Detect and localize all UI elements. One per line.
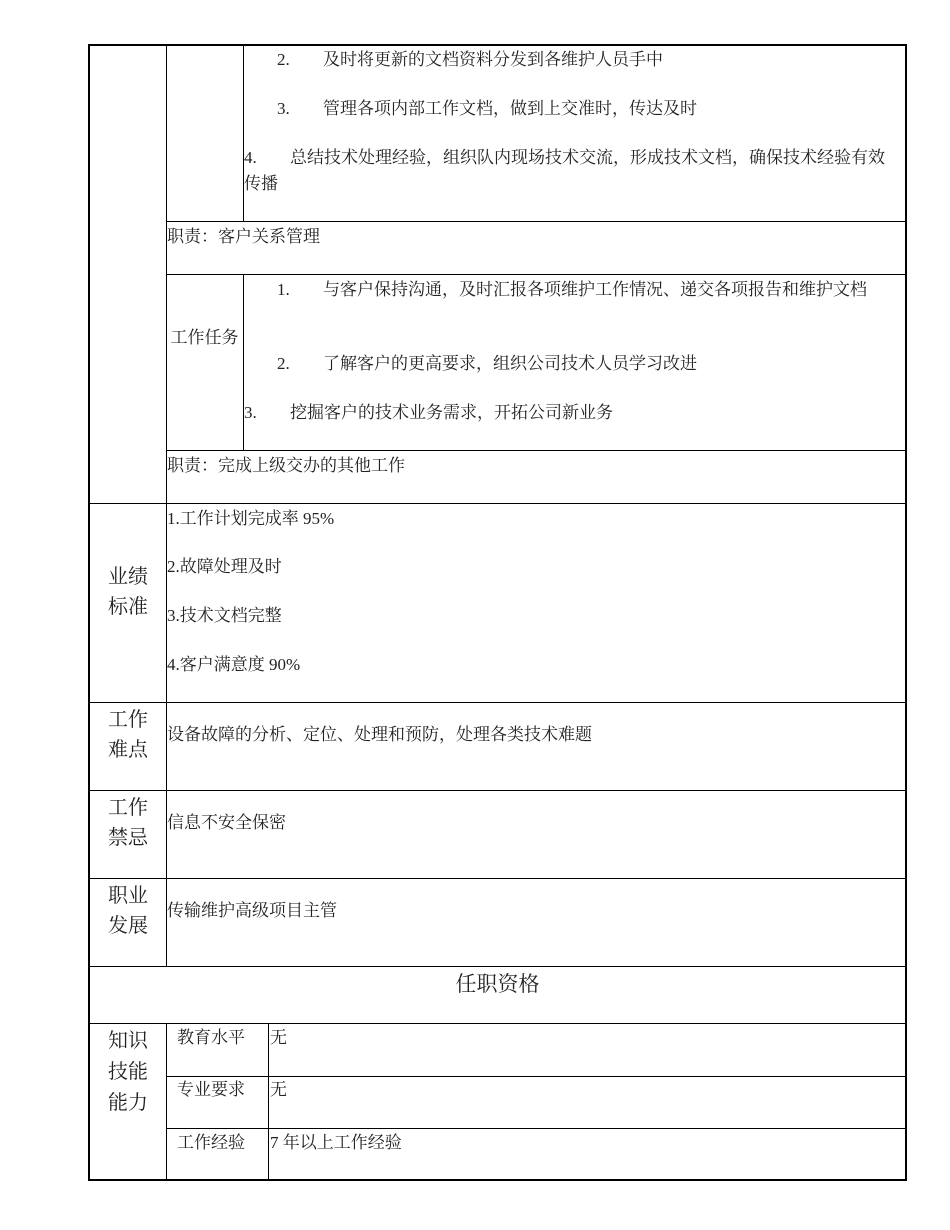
task-text: 与客户保持沟通，及时汇报各项维护工作情况、递交各项报告和维护文档 (323, 280, 867, 299)
career-label: 职业发展 (108, 885, 148, 937)
performance-item: 4.客户满意度 90% (167, 655, 301, 674)
qualification-value: 无 (270, 1028, 287, 1047)
qualification-value: 7 年以上工作经验 (270, 1133, 402, 1152)
task-item (277, 96, 697, 122)
task-number: 1. (277, 280, 290, 299)
task-number: 2. (277, 50, 290, 69)
task-item (244, 145, 898, 197)
task-number: 2. (277, 354, 290, 373)
task-text: 总结技术处理经验，组织队内现场技术交流，形成技术文档，确保技术经验有效传播 (244, 148, 885, 193)
task-item (277, 47, 663, 73)
col-divider-qual-left (166, 1023, 167, 1181)
difficulty-label: 工作难点 (108, 709, 148, 761)
taboo-label: 工作禁忌 (108, 797, 148, 849)
task-label: 工作任务 (170, 328, 239, 347)
taboo-text: 信息不安全保密 (167, 813, 286, 832)
performance-item: 2.故障处理及时 (167, 557, 282, 576)
duty-customer: 职责：客户关系管理 (167, 227, 320, 246)
row-divider (88, 878, 907, 879)
qualification-key: 教育水平 (177, 1028, 245, 1047)
qualification-value: 无 (270, 1080, 287, 1099)
row-divider (88, 702, 907, 703)
qualification-key: 专业要求 (177, 1080, 245, 1099)
performance-item: 1.工作计划完成率 95% (167, 509, 335, 528)
task-number: 3. (244, 403, 257, 422)
row-divider (88, 790, 907, 791)
task-item (244, 400, 613, 426)
performance-item: 3.技术文档完整 (167, 606, 282, 625)
performance-label: 业绩标准 (108, 566, 148, 618)
difficulty-text: 设备故障的分析、定位、处理和预防，处理各类技术难题 (167, 725, 592, 744)
task-item (277, 351, 697, 377)
task-text: 管理各项内部工作文档，做到上交准时，传达及时 (323, 99, 697, 118)
row-divider (166, 1128, 907, 1129)
row-divider (88, 966, 907, 967)
task-text: 了解客户的更高要求，组织公司技术人员学习改进 (323, 354, 697, 373)
task-number: 4. (244, 148, 257, 167)
row-divider (88, 503, 907, 504)
task-number: 3. (277, 99, 290, 118)
row-divider (166, 450, 907, 451)
task-text: 挖掘客户的技术业务需求，开拓公司新业务 (290, 403, 613, 422)
col-divider-qual-key (268, 1023, 269, 1181)
qualification-title: 任职资格 (455, 972, 540, 996)
task-item (277, 277, 889, 303)
career-text: 传输维护高级项目主管 (167, 901, 337, 920)
row-divider (166, 274, 907, 275)
qualification-key: 工作经验 (177, 1133, 245, 1152)
task-text: 及时将更新的文档资料分发到各维护人员手中 (323, 50, 663, 69)
duty-other: 职责：完成上级交办的其他工作 (167, 456, 405, 475)
row-divider (88, 1023, 907, 1024)
qualification-label: 知识技能能力 (108, 1030, 148, 1114)
row-divider (166, 221, 907, 222)
